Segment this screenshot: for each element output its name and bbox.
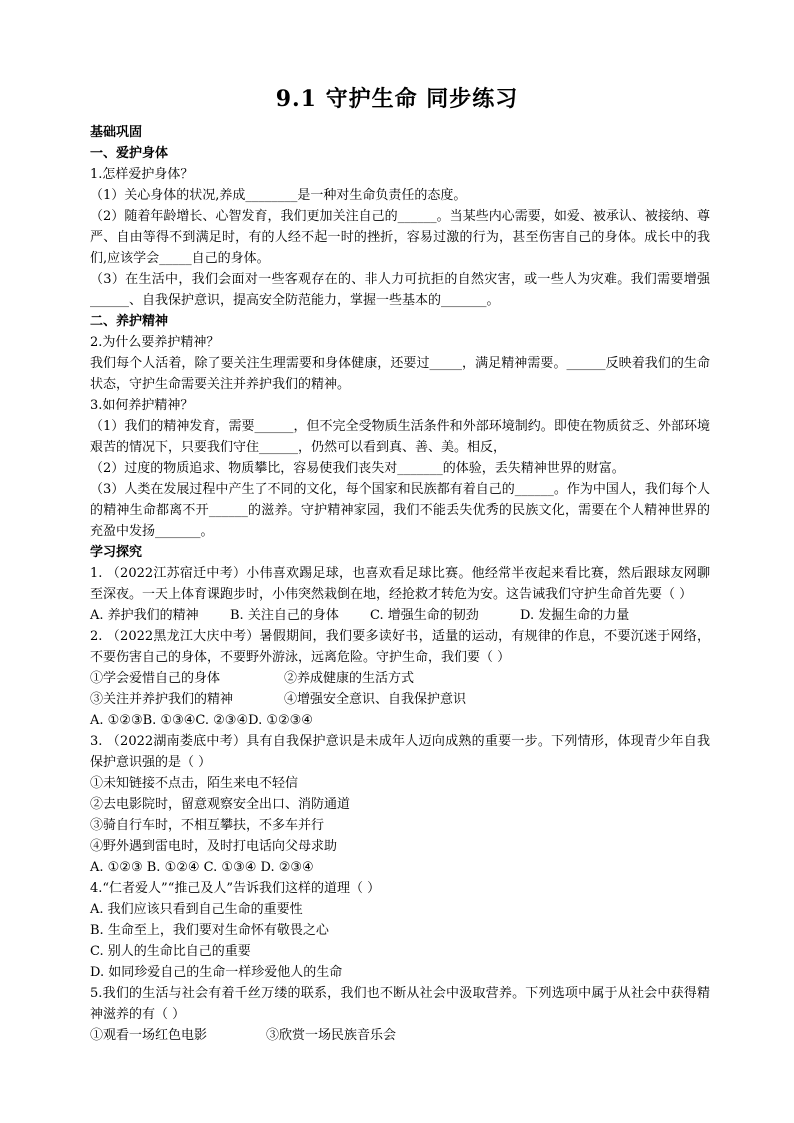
exercise-2: 2. （2022黑龙江大庆中考）暑假期间，我们要多读好书，适量的运动，有规律的作息，不要沉迷于网络，不要伤害自己的身体，不要野外游泳，远离危险。守护生命，我们要（ ） — [90, 629, 710, 665]
exercise-2-options: A. ①②③B. ①③④C. ②③④D. ①②③④ — [90, 713, 313, 728]
exercise-2-statements-row-1 — [90, 668, 710, 689]
section-heading-basic: 基础巩固 — [90, 125, 143, 140]
question-3-part-2: （2）过度的物质追求、物质攀比，容易使我们丧失对_______的体验，丢失精神世界的财富。 — [90, 461, 625, 476]
question-1-part-2: （2）随着年龄增长、心智发育，我们更加关注自己的______。当某些内心需要，如爱、被承认、被接纳、尊严、自由等得不到满足时，有的人经不起一时的挫折，容易过激的行为，甚至伤害自己的身体。成长中的我们,应该学会_____自己的身体。 — [90, 209, 710, 266]
statement-3: ③骑自行车时，不相互攀扶，不多车并行 — [90, 818, 325, 833]
exercise-2-statements-row-2 — [90, 689, 710, 710]
subheading-spirit-care: 二、养护精神 — [90, 314, 169, 329]
exercise-5-statements — [90, 1025, 710, 1046]
option-c: C. 增强生命的韧劲 — [370, 608, 479, 623]
question-1-part-3: （3）在生活中，我们会面对一些客观存在的、非人力可抗拒的自然灾害，或一些人为灾难。我们需要增强______、自我保护意识，提高安全防范能力，掌握一些基本的_______。 — [90, 272, 710, 308]
statement-1: ①学会爱惜自己的身体 — [90, 671, 221, 686]
statement-4: ④增强安全意识、自我保护意识 — [284, 692, 467, 707]
statement-1: ①观看一场红色电影 — [90, 1028, 208, 1043]
exercise-4: 4.“仁者爱人”“推己及人”告诉我们这样的道理（ ） — [90, 881, 381, 896]
exercise-5: 5.我们的生活与社会有着千丝万缕的联系，我们也不断从社会中汲取营养。下列选项中属于从社会中获得精神滋养的有（ ） — [90, 986, 710, 1022]
question-3-part-3: （3）人类在发展过程中产生了不同的文化，每个国家和民族都有着自己的______。作为中国人，我们每个人的精神生命都离不开______的滋养。守护精神家园，我们不能丢失优秀的民族文化，需要在个人精神世界的充盈中发扬_______。 — [90, 482, 710, 539]
question-3: 3.如何养护精神？ — [90, 398, 194, 413]
option-d: D. 发掘生命的力量 — [520, 608, 630, 623]
statement-2: ②养成健康的生活方式 — [284, 671, 415, 686]
exercise-3-options: A. ①②③ B. ①②④ C. ①③④ D. ②③④ — [90, 860, 314, 875]
question-1-part-1: （1）关心身体的状况,养成________是一种对生命负责任的态度。 — [90, 188, 467, 203]
question-3-part-1: （1）我们的精神发育，需要______，但不完全受物质生活条件和外部环境制约。即使在物质贫乏、外部环境艰苦的情况下，只要我们守住______，仍然可以看到真、善、美。相反， — [90, 419, 710, 455]
statement-3: ③关注并养护我们的精神 — [90, 692, 234, 707]
subheading-body-care: 一、爱护身体 — [90, 146, 169, 161]
statement-4: ④野外遇到雷电时，及时打电话向父母求助 — [90, 839, 338, 854]
exercise-3: 3. （2022湖南娄底中考）具有自我保护意识是未成年人迈向成熟的重要一步。下列情形，体现青少年自我保护意识强的是（ ） — [90, 734, 710, 770]
question-2-answer: 我们每个人活着，除了要关注生理需要和身体健康，还要过_____，满足精神需要。______反映着我们的生命状态，守护生命需要关注并养护我们的精神。 — [90, 356, 710, 392]
exercise-1: 1. （2022江苏宿迁中考）小伟喜欢踢足球，也喜欢看足球比赛。他经常半夜起来看比赛，然后跟球友网聊至深夜。一天上体育课跑步时，小伟突然栽倒在地，经抢救才转危为安。这告诫我们守护生命首先要（ ） — [90, 566, 710, 602]
option-c: C. 别人的生命比自己的重要 — [90, 944, 251, 959]
option-b: B. 关注自己的身体 — [230, 608, 339, 623]
option-a: A. 我们应该只看到自己生命的重要性 — [90, 902, 303, 917]
question-1: 1.怎样爱护身体？ — [90, 167, 194, 182]
page-title: 9.1 守护生命 同步练习 — [275, 86, 519, 112]
section-heading-explore: 学习探究 — [90, 545, 143, 560]
exercise-1-options — [90, 605, 710, 626]
option-d: D. 如同珍爱自己的生命一样珍爱他人的生命 — [90, 965, 343, 980]
document-body — [90, 122, 710, 1046]
statement-3: ③欣赏一场民族音乐会 — [266, 1028, 397, 1043]
option-a: A. 养护我们的精神 — [90, 608, 199, 623]
option-b: B. 生命至上，我们要对生命怀有敬畏之心 — [90, 923, 329, 938]
question-2: 2.为什么要养护精神？ — [90, 335, 220, 350]
statement-1: ①未知链接不点击，陌生来电不轻信 — [90, 776, 299, 791]
statement-2: ②去电影院时，留意观察安全出口、消防通道 — [90, 797, 351, 812]
